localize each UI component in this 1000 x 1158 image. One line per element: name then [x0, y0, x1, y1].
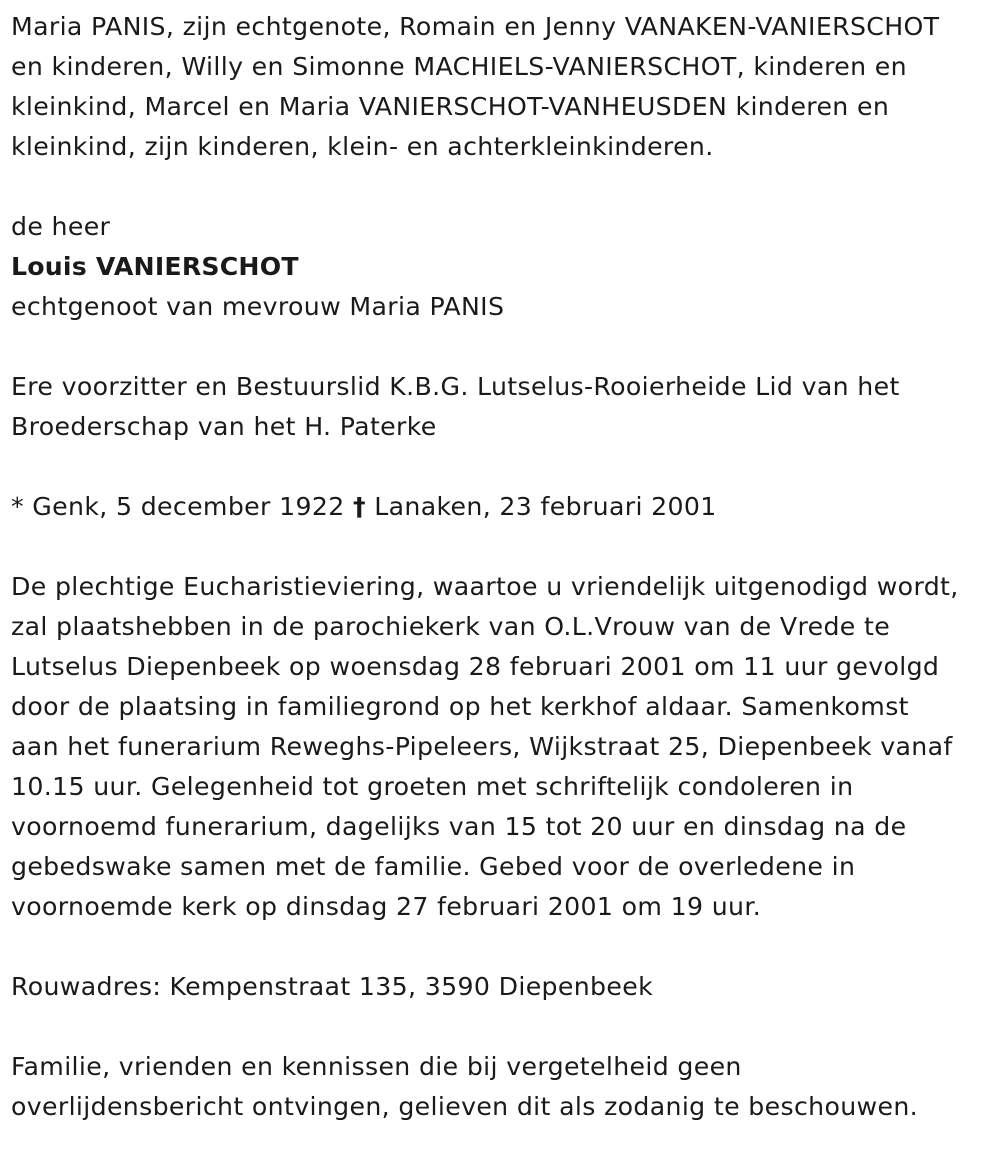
mourning-address: Rouwadres: Kempenstraat 135, 3590 Diepenbeek — [11, 972, 654, 1001]
ceremony-block — [11, 567, 993, 927]
ceremony-line: 10.15 uur. Gelegenheid tot groeten met schriftelijk condoleren in — [11, 772, 854, 801]
spacer — [11, 927, 993, 967]
ceremony-line: zal plaatshebben in de parochiekerk van O.L.Vrouw van de Vrede te — [11, 612, 891, 641]
honors-line: Ere voorzitter en Bestuurslid K.B.G. Lutselus-Rooierheide Lid van het — [11, 372, 900, 401]
ceremony-line: voornoemde kerk op dinsdag 27 februari 2001 om 19 uur. — [11, 892, 762, 921]
ceremony-line: aan het funerarium Reweghs-Pipeleers, Wijkstraat 25, Diepenbeek vanaf — [11, 732, 953, 761]
ceremony-line: gebedswake samen met de familie. Gebed voor de overledene in — [11, 852, 856, 881]
family-line: kleinkind, zijn kinderen, klein- en achterkleinkinderen. — [11, 132, 714, 161]
family-line: kleinkind, Marcel en Maria VANIERSCHOT-VANHEUSDEN kinderen en — [11, 92, 890, 121]
birth-death-dates — [11, 487, 993, 527]
closing-line: overlijdensbericht ontvingen, gelieven dit als zodanig te beschouwen. — [11, 1092, 919, 1121]
salutation: de heer — [11, 212, 111, 241]
family-line: Maria PANIS, zijn echtgenote, Romain en Jenny VANAKEN-VANIERSCHOT — [11, 12, 940, 41]
spacer — [11, 1007, 993, 1047]
deceased-block — [11, 207, 993, 327]
spacer — [11, 527, 993, 567]
spacer — [11, 167, 993, 207]
spouse-line: echtgenoot van mevrouw Maria PANIS — [11, 292, 505, 321]
ceremony-line: voornoemd funerarium, dagelijks van 15 tot 20 uur en dinsdag na de — [11, 812, 907, 841]
honors-line: Broederschap van het H. Paterke — [11, 412, 437, 441]
family-line: en kinderen, Willy en Simonne MACHIELS-VANIERSCHOT, kinderen en — [11, 52, 907, 81]
ceremony-line: De plechtige Eucharistieviering, waartoe u vriendelijk uitgenodigd wordt, — [11, 572, 959, 601]
closing-block — [11, 1047, 993, 1127]
spacer — [11, 447, 993, 487]
ceremony-line: Lutselus Diepenbeek op woensdag 28 februari 2001 om 11 uur gevolgd — [11, 652, 940, 681]
closing-line: Familie, vrienden en kennissen die bij vergetelheid geen — [11, 1052, 742, 1081]
spacer — [11, 327, 993, 367]
deceased-name: Louis VANIERSCHOT — [11, 252, 299, 281]
birth-date: * Genk, 5 december 1922 — [11, 492, 345, 521]
honors-block — [11, 367, 993, 447]
cross-icon: † — [352, 492, 366, 521]
obituary-notice — [11, 7, 993, 1127]
family-announcement — [11, 7, 993, 167]
death-date: Lanaken, 23 februari 2001 — [374, 492, 717, 521]
ceremony-line: door de plaatsing in familiegrond op het kerkhof aldaar. Samenkomst — [11, 692, 909, 721]
